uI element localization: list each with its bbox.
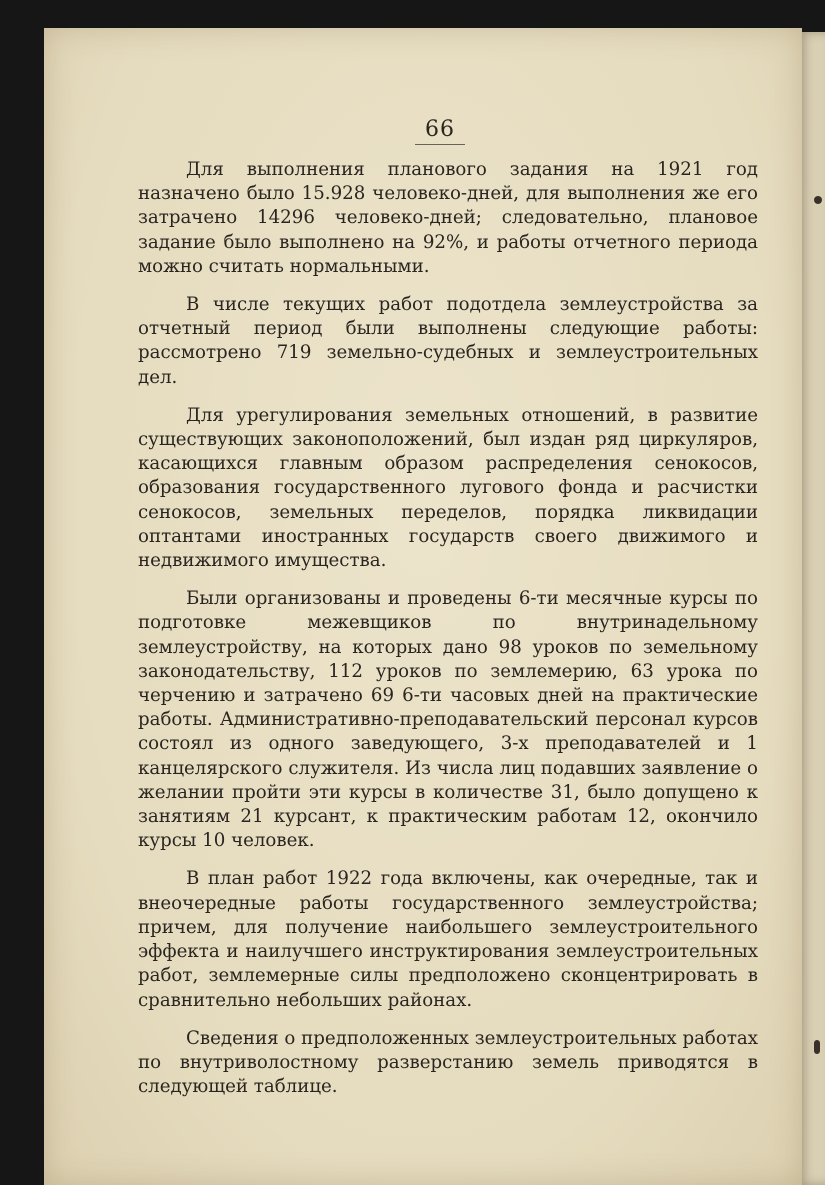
- body-text: [138, 158, 758, 1113]
- paragraph-1: Для выполнения планового задания на 1921 год назначено было 15.928 человеко-дней, для выполнения же его затрачено 14296 человеко-дней; следовательно, плановое задание было выполнено на 92%, и работы отчетного периода можно считать нормальными.: [138, 159, 758, 277]
- paragraph-6: Сведения о предположенных землеустроительных работах по внутриволостному разверстанию земель приводятся в следующей таблице.: [138, 1027, 758, 1098]
- ink-spot: [814, 196, 822, 204]
- paragraph-2: В числе текущих работ подотдела землеустройства за отчетный период были выполнены следующие работы: рассмотрено 719 земельно-судебных и землеустроительных дел.: [138, 294, 758, 388]
- paragraph-5: В план работ 1922 года включены, как очередные, так и внеочередные работы государственного землеустройства; причем, для получение наибольшего землеустроительного эффекта и наилучшего инструктирования землеустроительных работ, землемерные силы предположено сконцентрировать в сравнительно небольших районах.: [138, 868, 758, 1011]
- page-number: 66: [425, 117, 455, 142]
- page-number-rule: [415, 144, 465, 145]
- paragraph-3: Для урегулирования земельных отношений, в развитие существующих законоположений, был издан ряд циркуляров, касающихся главным образом распределения сенокосов, образования государственного лугового фонда и расчистки сенокосов, земельных переделов, порядка ликвидации оптантами иностранных государств своего движимого и недвижимого имущества.: [138, 404, 758, 572]
- paragraph-4: Были организованы и проведены 6-ти месячные курсы по подготовке межевщиков по внутринадельному землеустройству, на которых дано 98 уроков по земельному законодательству, 112 уроков по землемерию, 63 урока по черчению и затрачено 69 6-ти часовых дней на практические работы. Административно-преподавательский персонал курсов состоял из одного заведующего, 3-х преподавателей и 1 канцелярского служителя. Из числа лиц подавших заявление о желании пройти эти курсы в количестве 31, было допущено к занятиям 21 курсант, к практическим работам 12, окончило курсы 10 человек.: [138, 588, 758, 852]
- ink-spot: [814, 1040, 820, 1054]
